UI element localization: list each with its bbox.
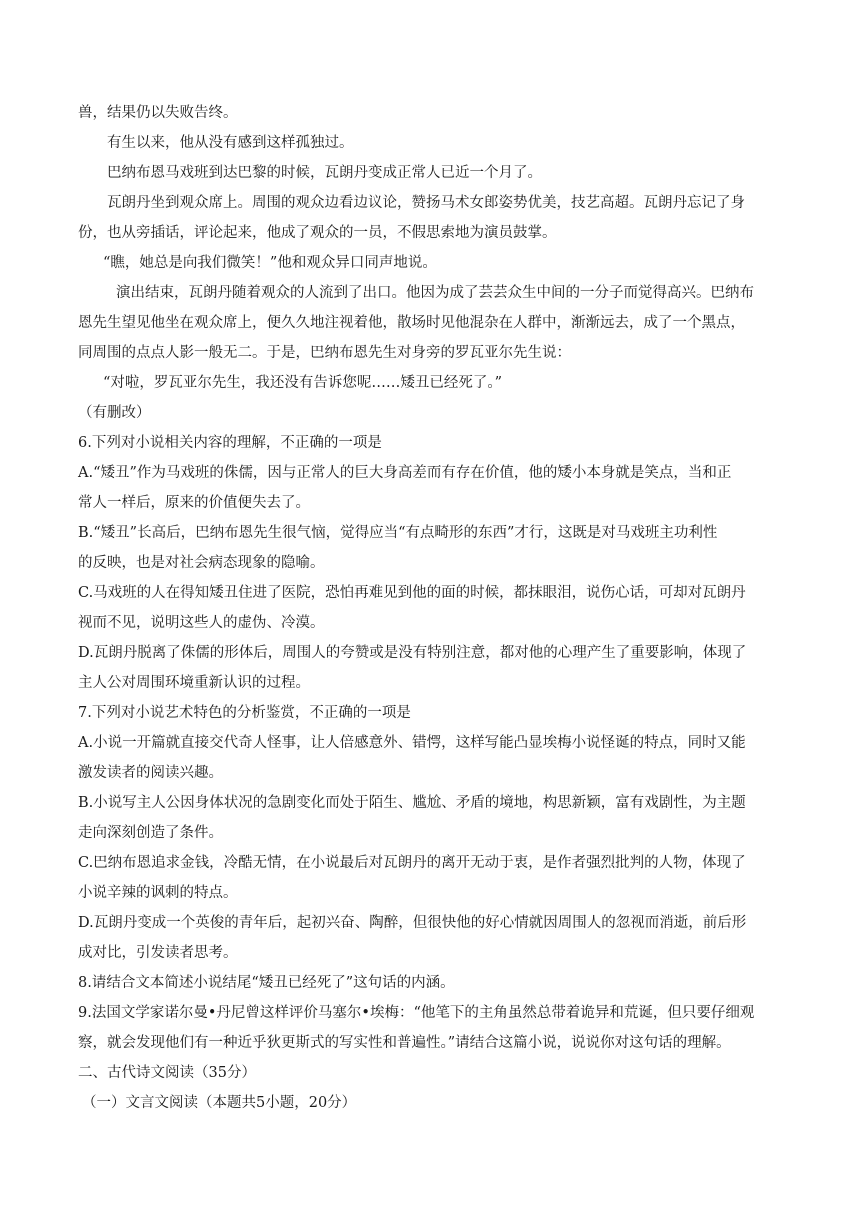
abridged-note: （有删改） — [78, 405, 151, 421]
story-paragraph: 瓦朗丹坐到观众席上。周围的观众边看边议论，赞扬马术女郎姿势优美，技艺高超。瓦朗丹忘记了身 — [107, 195, 745, 211]
q7-option-b-cont: 走向深刻创造了条件。 — [78, 825, 223, 841]
q6-option-d-cont: 主人公对周围环境重新认识的过程。 — [78, 675, 310, 691]
q6-option-b: B.“矮丑”长高后，巴纳布恩先生很气恼，觉得应当“有点畸形的东西”才行，这既是对马戏班主功利性 — [78, 525, 718, 541]
q7-option-a-cont: 激发读者的阅读兴趣。 — [78, 765, 223, 781]
question-8: 8.请结合文本简述小说结尾“矮丑已经死了”这句话的内涵。 — [78, 975, 455, 991]
q7-option-d-cont: 成对比，引发读者思考。 — [78, 945, 238, 961]
q7-option-c-cont: 小说辛辣的讽刺的特点。 — [78, 885, 238, 901]
question-7-stem: 7.下列对小说艺术特色的分析鉴赏，不正确的一项是 — [78, 705, 411, 721]
story-dialogue: “对啦，罗瓦亚尔先生，我还没有告诉您呢……矮丑已经死了。” — [103, 375, 503, 391]
section-heading: 二、古代诗文阅读（35分） — [78, 1065, 256, 1081]
story-paragraph: 兽，结果仍以失败告终。 — [78, 105, 238, 121]
story-paragraph: 演出结束，瓦朗丹随着观众的人流到了出口。他因为成了芸芸众生中间的一分子而觉得高兴。巴纳布 — [116, 285, 754, 301]
q6-option-a-cont: 常人一样后，原来的价值便失去了。 — [78, 495, 310, 511]
q6-option-c: C.马戏班的人在得知矮丑住进了医院，恐怕再难见到他的面的时候，都抹眼泪，说伤心话，可却对瓦朗丹 — [78, 585, 746, 601]
question-9-cont: 察，就会发现他们有一种近乎狄更斯式的写实性和普遍性。”请结合这篇小说，说说你对这句话的理解。 — [78, 1035, 731, 1051]
q7-option-b: B.小说写主人公因身体状况的急剧变化而处于陌生、尴尬、矛盾的境地，构思新颖，富有戏剧性，为主题 — [78, 795, 746, 811]
subsection-heading: （一）文言文阅读（本题共5小题，20分） — [82, 1095, 357, 1111]
story-paragraph-cont: 同周围的点点人影一般无二。于是，巴纳布恩先生对身旁的罗瓦亚尔先生说： — [78, 345, 571, 361]
story-paragraph-cont: 恩先生望见他坐在观众席上，便久久地注视着他，散场时见他混杂在人群中，渐渐远去，成了一个黑点， — [78, 315, 745, 331]
story-paragraph-cont: 份，也从旁插话，评论起来，他成了观众的一员，不假思索地为演员鼓掌。 — [78, 225, 557, 241]
story-paragraph: 有生以来，他从没有感到这样孤独过。 — [107, 135, 354, 151]
q6-option-c-cont: 视而不见，说明这些人的虚伪、冷漠。 — [78, 615, 325, 631]
story-paragraph: 巴纳布恩马戏班到达巴黎的时候，瓦朗丹变成正常人已近一个月了。 — [107, 165, 542, 181]
question-6-stem: 6.下列对小说相关内容的理解，不正确的一项是 — [78, 435, 382, 451]
q6-option-b-cont: 的反映，也是对社会病态现象的隐喻。 — [78, 555, 325, 571]
question-9: 9.法国文学家诺尔曼•丹尼曾这样评价马塞尔•埃梅：“他笔下的主角虽然总带着诡异和荒诞，但只要仔细观 — [78, 1005, 755, 1021]
q7-option-c: C.巴纳布恩追求金钱，冷酷无情，在小说最后对瓦朗丹的离开无动于衷，是作者强烈批判的人物，体现了 — [78, 855, 746, 871]
q6-option-d: D.瓦朗丹脱离了侏儒的形体后，周围人的夸赞或是没有特别注意，都对他的心理产生了重要影响，体现了 — [78, 645, 747, 661]
q7-option-a: A.小说一开篇就直接交代奇人怪事，让人倍感意外、错愕，这样写能凸显埃梅小说怪诞的特点，同时又能 — [78, 735, 746, 751]
q6-option-a: A.“矮丑”作为马戏班的侏儒，因与正常人的巨大身高差而有存在价值，他的矮小本身就是笑点，当和正 — [78, 465, 732, 481]
q7-option-d: D.瓦朗丹变成一个英俊的青年后，起初兴奋、陶醉，但很快他的好心情就因周围人的忽视而消逝，前后形 — [78, 915, 747, 931]
story-dialogue: “瞧，她总是向我们微笑！”他和观众异口同声地说。 — [103, 255, 437, 271]
